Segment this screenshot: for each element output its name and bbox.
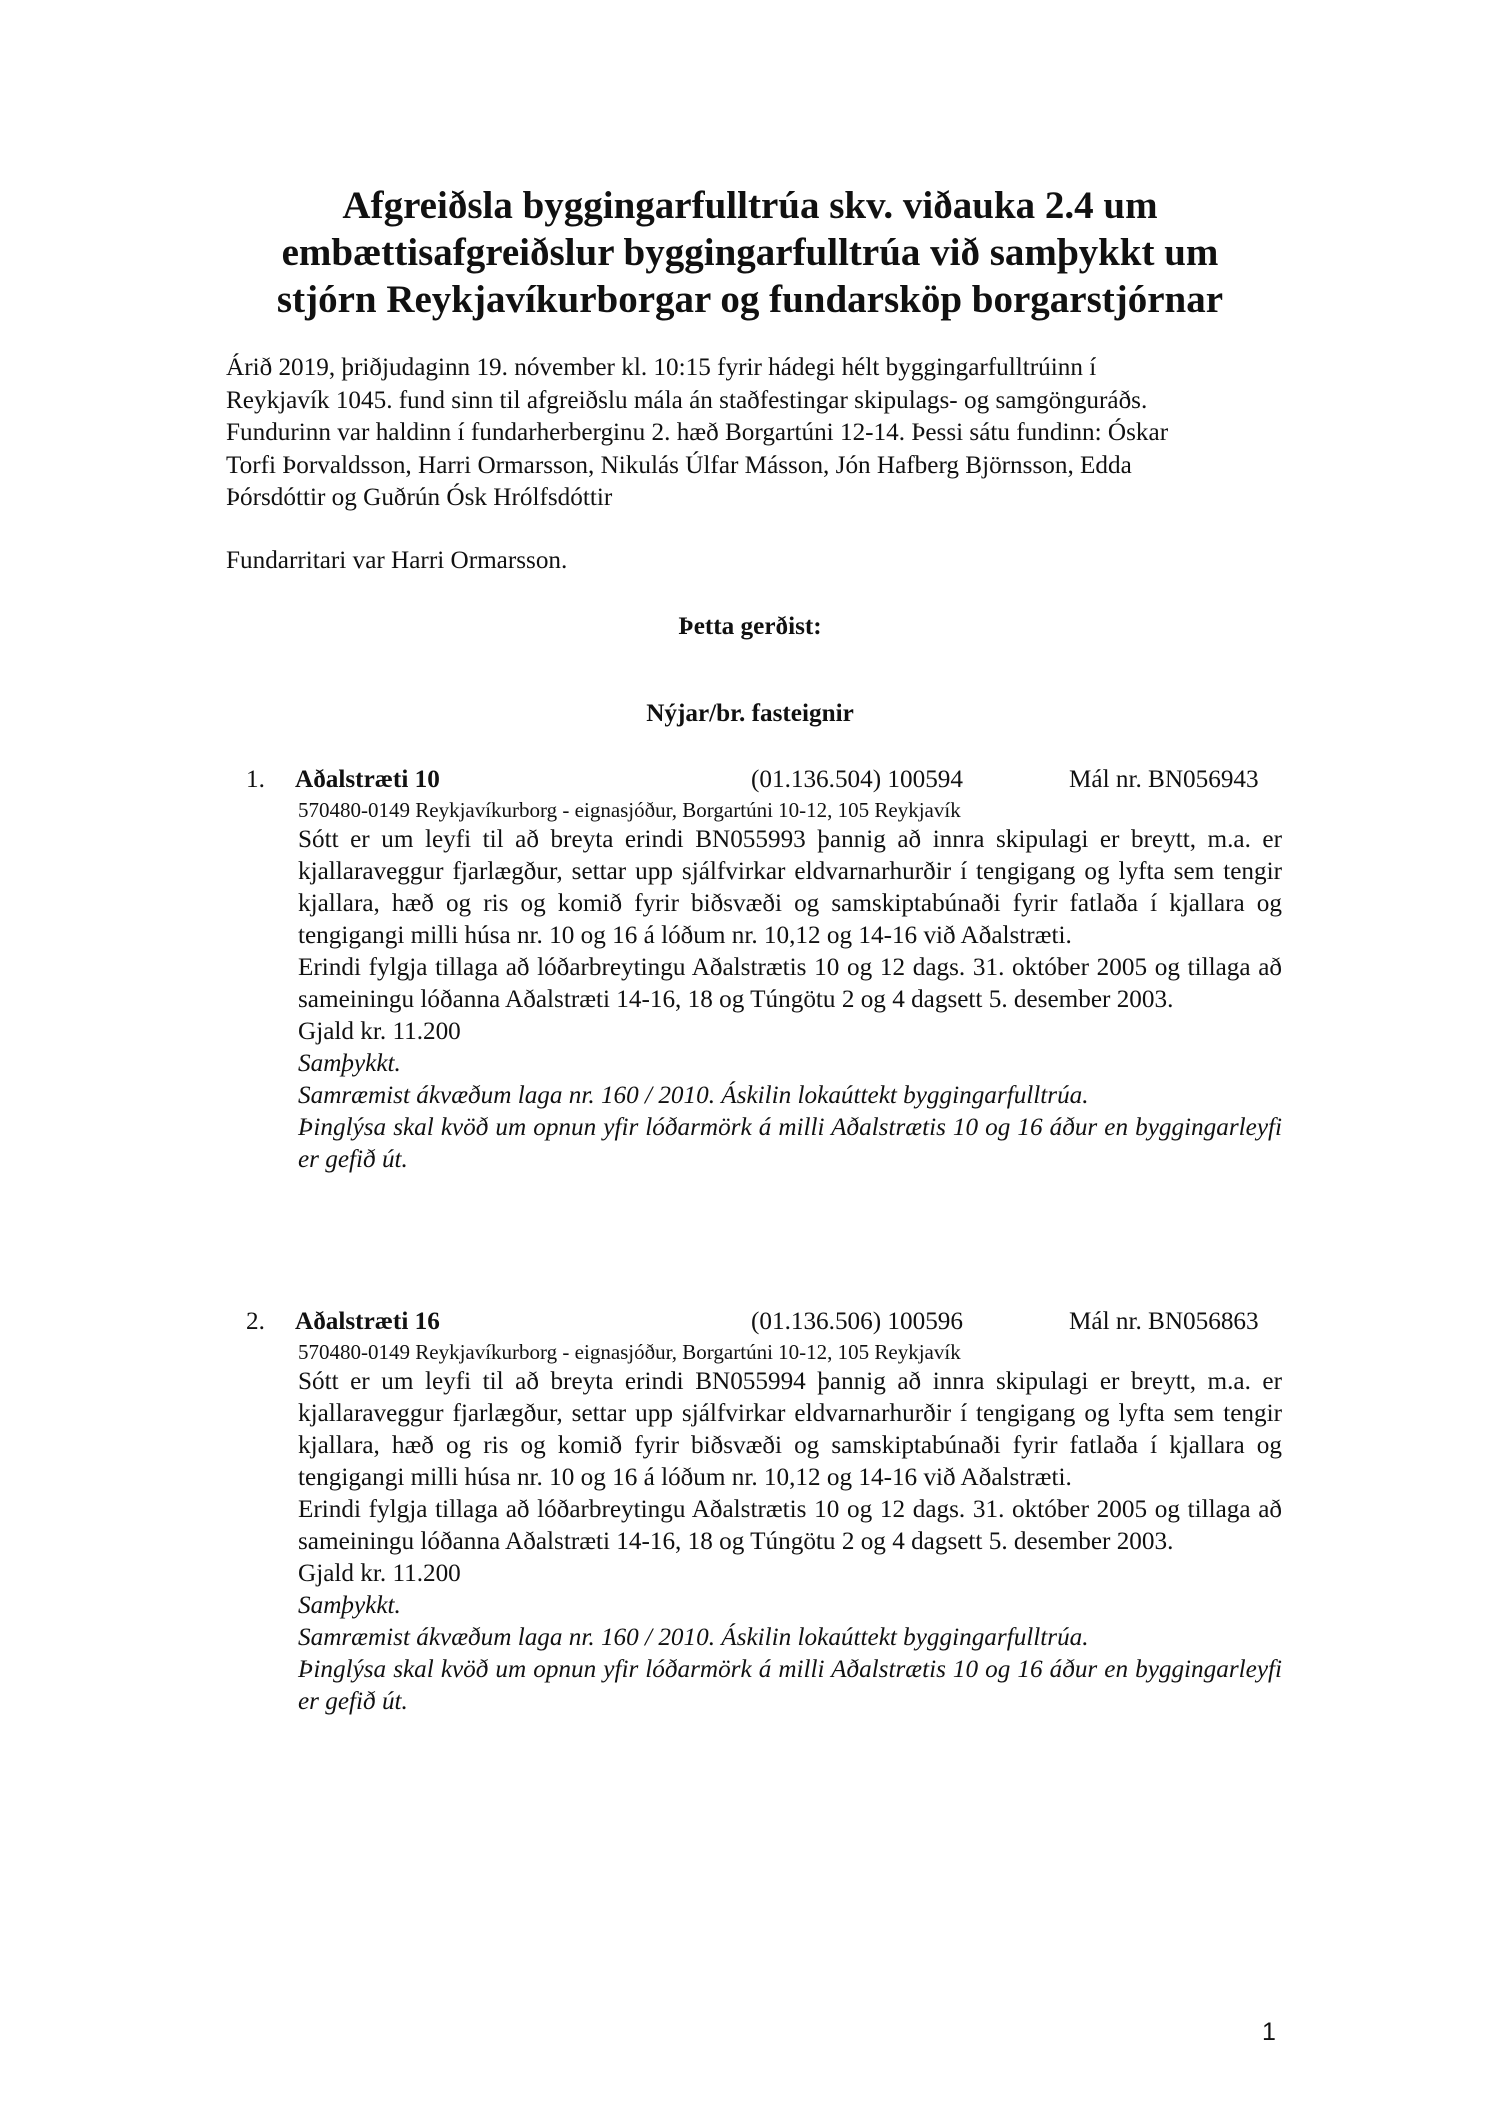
title-line: Afgreiðsla byggingarfulltrúa skv. viðauka 2.4 um	[342, 184, 1158, 227]
case-number: 2.	[246, 1308, 265, 1335]
case-decision: Samþykkt.	[298, 1592, 401, 1619]
case-number: 1.	[246, 766, 265, 793]
case-street: Aðalstræti 10	[295, 766, 440, 793]
intro-line: Fundurinn var haldinn í fundarherberginu 2. hæð Borgartúni 12-14. Þessi sátu fundinn: Óskar	[226, 419, 1169, 446]
case-body	[298, 796, 1282, 1176]
section-heading: Þetta gerðist:	[678, 613, 822, 640]
intro-line: Árið 2019, þriðjudaginn 19. nóvember kl. 10:15 fyrir hádegi hélt byggingarfulltrúinn í	[226, 354, 1097, 381]
case-fee: Gjald kr. 11.200	[298, 1018, 461, 1045]
case-applicant: 570480-0149 Reykjavíkurborg - eignasjóður, Borgartúni 10-12, 105 Reykjavík	[298, 1340, 961, 1364]
page-title	[180, 182, 1320, 323]
case-item	[246, 764, 1286, 1176]
case-property-code: (01.136.506) 100596	[751, 1308, 963, 1335]
case-property-code: (01.136.504) 100594	[751, 766, 963, 793]
case-reference: Mál nr. BN056863	[1069, 1308, 1259, 1335]
case-decision-note: Samræmist ákvæðum laga nr. 160 / 2010. Áskilin lokaúttekt byggingarfulltrúa.	[298, 1082, 1089, 1109]
subsection-heading: Nýjar/br. fasteignir	[646, 700, 854, 727]
case-decision-note: Þinglýsa skal kvöð um opnun yfir lóðarmörk á milli Aðalstrætis 10 og 16 áður en byggingarleyfi er gefið út.	[298, 1656, 1282, 1715]
case-reference: Mál nr. BN056943	[1069, 766, 1259, 793]
case-street: Aðalstræti 16	[295, 1308, 440, 1335]
case-attachments: Erindi fylgja tillaga að lóðarbreytingu Aðalstrætis 10 og 12 dags. 31. október 2005 og tillaga að sameiningu lóðanna Aðalstræti 14-16, 18 og Túngötu 2 og 4 dagsett 5. desember 2003.	[298, 954, 1282, 1013]
case-fee: Gjald kr. 11.200	[298, 1560, 461, 1587]
case-decision-note: Þinglýsa skal kvöð um opnun yfir lóðarmörk á milli Aðalstrætis 10 og 16 áður en byggingarleyfi er gefið út.	[298, 1114, 1282, 1173]
case-decision: Samþykkt.	[298, 1050, 401, 1077]
case-decision-note: Samræmist ákvæðum laga nr. 160 / 2010. Áskilin lokaúttekt byggingarfulltrúa.	[298, 1624, 1089, 1651]
case-description: Sótt er um leyfi til að breyta erindi BN055993 þannig að innra skipulagi er breytt, m.a. er kjallaraveggur fjarlægður, settar upp sjálfvirkar eldvarnarhurðir í tengigang og lyfta sem tengir kjallara, hæð og ris og komið fyrir biðsvæði og samskiptabúnaði fyrir fatlaða í kjallara og tengigangi milli húsa nr. 10 og 16 á lóðum nr. 10,12 og 14-16 við Aðalstræti.	[298, 826, 1282, 949]
title-line: embættisafgreiðslur byggingarfulltrúa við samþykkt um	[281, 231, 1219, 274]
intro-line: Reykjavík 1045. fund sinn til afgreiðslu mála án staðfestingar skipulags- og samgönguráðs.	[226, 386, 1148, 414]
intro-line: Torfi Þorvaldsson, Harri Ormarsson, Nikulás Úlfar Másson, Jón Hafberg Björnsson, Edda	[226, 451, 1132, 479]
title-line: stjórn Reykjavíkurborgar og fundarsköp borgarstjórnar	[276, 278, 1224, 321]
case-body	[298, 1338, 1282, 1718]
case-applicant: 570480-0149 Reykjavíkurborg - eignasjóður, Borgartúni 10-12, 105 Reykjavík	[298, 798, 961, 822]
intro-line: Þórsdóttir og Guðrún Ósk Hrólfsdóttir	[226, 484, 613, 511]
case-attachments: Erindi fylgja tillaga að lóðarbreytingu Aðalstrætis 10 og 12 dags. 31. október 2005 og tillaga að sameiningu lóðanna Aðalstræti 14-16, 18 og Túngötu 2 og 4 dagsett 5. desember 2003.	[298, 1496, 1282, 1555]
meeting-secretary: Fundarritari var Harri Ormarsson.	[226, 547, 568, 574]
meeting-intro	[226, 352, 1266, 515]
case-header	[246, 764, 1286, 796]
page-number: 1	[1262, 2018, 1276, 2046]
case-header	[246, 1306, 1286, 1338]
case-description: Sótt er um leyfi til að breyta erindi BN055994 þannig að innra skipulagi er breytt, m.a. er kjallaraveggur fjarlægður, settar upp sjálfvirkar eldvarnarhurðir í tengigang og lyfta sem tengir kjallara, hæð og ris og komið fyrir biðsvæði og samskiptabúnaði fyrir fatlaða í kjallara og tengigangi milli húsa nr. 10 og 16 á lóðum nr. 10,12 og 14-16 við Aðalstræti.	[298, 1368, 1282, 1491]
case-item	[246, 1306, 1286, 1718]
